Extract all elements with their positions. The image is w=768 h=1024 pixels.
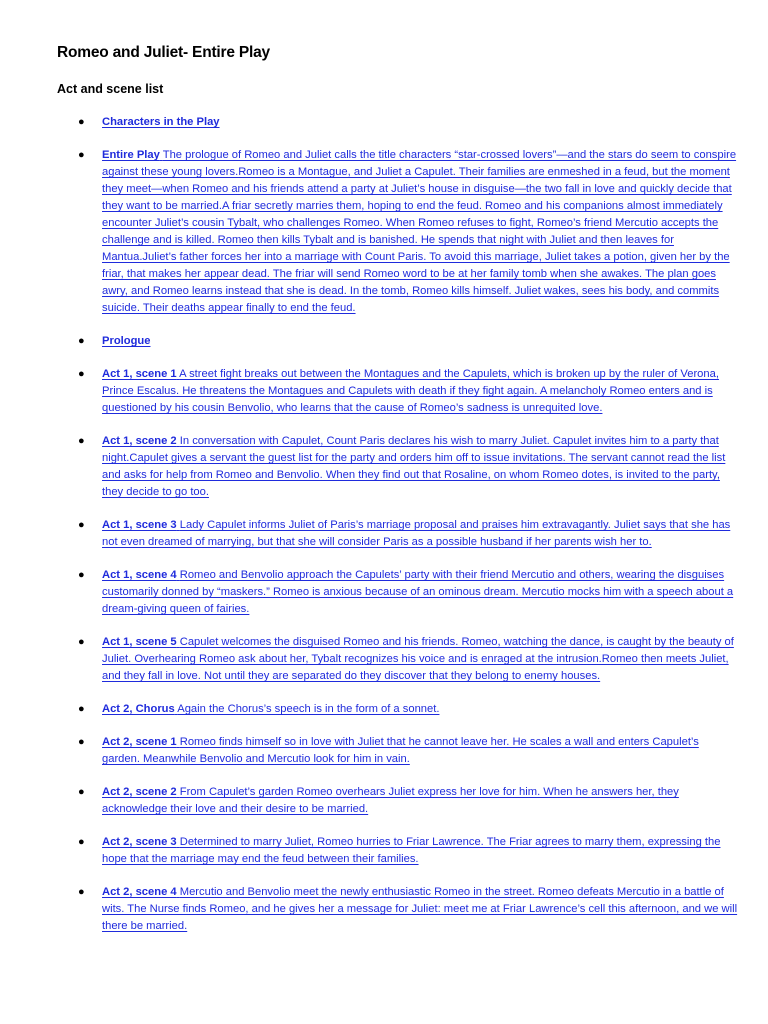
list-item: [0, 734, 768, 768]
entry-label: Act 1, scene 1: [102, 368, 177, 380]
act2-scene2-link[interactable]: [102, 786, 679, 815]
entry-label: Act 1, scene 2: [102, 435, 177, 447]
entry-description: Romeo and Benvolio approach the Capulets’ party with their friend Mercutio and others, wearing the disguises customarily donned by “maskers.” Romeo is anxious because of an ominous dream. Mercutio mocks him with a speech about a dream-giving queen of fairies.: [102, 569, 734, 615]
list-item: [0, 333, 768, 350]
entry-label: Entire Play: [102, 149, 160, 161]
act2-scene4-link[interactable]: [102, 886, 737, 932]
scene-list: [0, 114, 768, 951]
act1-scene5-link[interactable]: [102, 636, 734, 682]
entry-label: Act 2, scene 3: [102, 836, 177, 848]
entry-label: Prologue: [102, 335, 151, 347]
prologue-link[interactable]: [102, 335, 150, 347]
entire-play-link[interactable]: [102, 149, 736, 314]
document-title: Romeo and Juliet- Entire Play: [57, 44, 270, 61]
bullet-icon: ●: [78, 335, 85, 347]
bullet-icon: ●: [78, 116, 85, 128]
list-item: [0, 834, 768, 868]
act2-scene1-link[interactable]: [102, 736, 699, 765]
entry-label: Act 2, scene 4: [102, 886, 177, 898]
entry-label: Act 1, scene 4: [102, 569, 177, 581]
list-item: [0, 884, 768, 935]
act1-scene4-link[interactable]: [102, 569, 733, 615]
list-item: [0, 366, 768, 417]
entry-description: From Capulet’s garden Romeo overhears Juliet express her love for him. When he answers her, they acknowledge their love and their desire to be married.: [102, 786, 679, 815]
bullet-icon: ●: [78, 786, 85, 798]
act1-scene3-link[interactable]: [102, 519, 730, 548]
bullet-icon: ●: [78, 435, 85, 447]
entry-description: Again the Chorus’s speech is in the form of a sonnet.: [177, 703, 440, 715]
entry-description: Lady Capulet informs Juliet of Paris’s marriage proposal and praises him extravagantly. Juliet says that she has not even dreamed of marrying, but that she will consider Paris as a possible husband if her parents wish her to.: [102, 519, 731, 548]
bullet-icon: ●: [78, 149, 85, 161]
bullet-icon: ●: [78, 368, 85, 380]
entry-description: Mercutio and Benvolio meet the newly enthusiastic Romeo in the street. Romeo defeats Mercutio in a battle of wits. The Nurse finds Romeo, and he gives her a message for Juliet: meet me at Friar Lawrence’s cell this afternoon, and we will there be married.: [102, 886, 738, 932]
act1-scene1-link[interactable]: [102, 368, 719, 414]
entry-label: Act 2, Chorus: [102, 703, 175, 715]
bullet-icon: ●: [78, 836, 85, 848]
bullet-icon: ●: [78, 886, 85, 898]
entry-label: Act 2, scene 1: [102, 736, 177, 748]
list-item: [0, 701, 768, 718]
entry-description: Capulet welcomes the disguised Romeo and his friends. Romeo, watching the dance, is caught by the beauty of Juliet. Overhearing Romeo ask about her, Tybalt recognizes his voice and is enraged at the intrusion.Romeo then meets Juliet, and they fall in love. Not until they are separated do they discover that they belong to enemy houses.: [102, 636, 734, 682]
act2-chorus-link[interactable]: [102, 703, 439, 715]
entry-description: A street fight breaks out between the Montagues and the Capulets, which is broken up by the ruler of Verona, Prince Escalus. He threatens the Montagues and Capulets with death if they fight again. A melancholy Romeo enters and is questioned by his cousin Benvolio, who learns that the cause of Romeo’s sadness is unrequited love.: [102, 368, 719, 414]
entry-description: Romeo finds himself so in love with Juliet that he cannot leave her. He scales a wall and enters Capulet’s garden. Meanwhile Benvolio and Mercutio look for him in vain.: [102, 736, 699, 765]
bullet-icon: ●: [78, 636, 85, 648]
list-item: [0, 567, 768, 618]
bullet-icon: ●: [78, 703, 85, 715]
entry-label: Act 1, scene 5: [102, 636, 177, 648]
list-item: [0, 433, 768, 501]
entry-description: The prologue of Romeo and Juliet calls the title characters “star-crossed lovers”—and the stars do seem to conspire against these young lovers.Romeo is a Montague, and Juliet a Capulet. Their families are enmeshed in a feud, but the moment they meet—when Romeo and his friends attend a party at Juliet’s house in disguise—the two fall in love and quickly decide that they want to be married.A friar secretly marries them, hoping to end the feud. Romeo and his companions almost immediately encounter Juliet’s cousin Tybalt, who challenges Romeo. When Romeo refuses to fight, Romeo’s friend Mercutio accepts the challenge and is killed. Romeo then kills Tybalt and is banished. He spends that night with Juliet and then leaves for Mantua.Juliet’s father forces her into a marriage with Count Paris. To avoid this marriage, Juliet takes a potion, given her by the friar, that makes her appear dead. The friar will send Romeo word to be at her family tomb when she awakes. The plan goes awry, and Romeo learns instead that she is dead. In the tomb, Romeo kills himself. Juliet wakes, sees his body, and commits suicide. Their deaths appear finally to end the feud.: [102, 149, 737, 314]
entry-label: Characters in the Play: [102, 116, 220, 128]
list-item: [0, 634, 768, 685]
act1-scene2-link[interactable]: [102, 435, 725, 498]
list-item: [0, 784, 768, 818]
bullet-icon: ●: [78, 519, 85, 531]
list-item: [0, 147, 768, 317]
entry-description: In conversation with Capulet, Count Paris declares his wish to marry Juliet. Capulet invites him to a party that night.Capulet gives a servant the guest list for the party and orders him off to issue invitations. The servant cannot read the list and asks for help from Romeo and Benvolio. When they find out that Rosaline, on whom Romeo dotes, is invited to the party, they decide to go too.: [102, 435, 726, 498]
list-item: [0, 517, 768, 551]
section-heading: Act and scene list: [57, 82, 164, 96]
bullet-icon: ●: [78, 736, 85, 748]
list-item: [0, 114, 768, 131]
entry-label: Act 2, scene 2: [102, 786, 177, 798]
characters-link[interactable]: [102, 116, 220, 128]
bullet-icon: ●: [78, 569, 85, 581]
entry-description: Determined to marry Juliet, Romeo hurries to Friar Lawrence. The Friar agrees to marry them, expressing the hope that the marriage may end the feud between their families.: [102, 836, 721, 865]
entry-label: Act 1, scene 3: [102, 519, 177, 531]
act2-scene3-link[interactable]: [102, 836, 720, 865]
